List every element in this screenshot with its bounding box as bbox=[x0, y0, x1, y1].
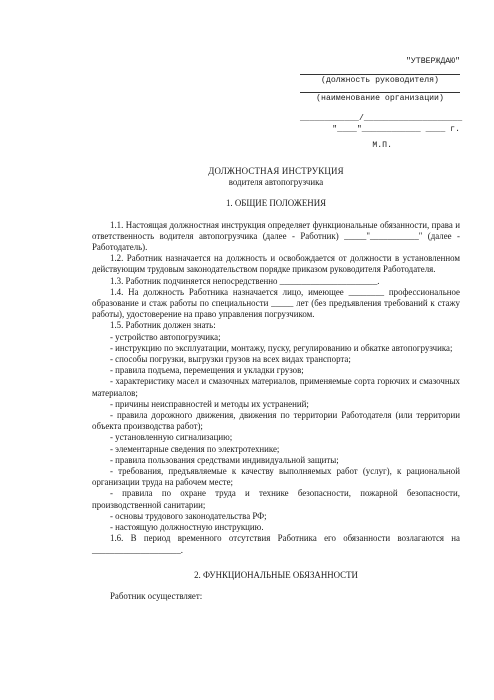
list-item: - правила подъема, перемещения и укладки грузов; bbox=[110, 365, 304, 376]
document-title: ДОЛЖНОСТНАЯ ИНСТРУКЦИЯ bbox=[208, 166, 344, 176]
date-line: "____"____________ ____ г. bbox=[332, 125, 460, 134]
paragraph-1-5: 1.5. Работник должен знать: bbox=[110, 320, 216, 331]
list-item: - способы погрузки, выгрузки грузов на всех видах транспорта; bbox=[110, 354, 351, 365]
list-item: - правила пользования средствами индивидуальной защиты; bbox=[110, 454, 339, 465]
list-item: - инструкцию по эксплуатации, монтажу, пуску, регулированию и обкатке автопогрузчика; bbox=[110, 342, 453, 353]
paragraph-1-3: 1.3. Работник подчиняется непосредственно ______________________. bbox=[110, 275, 380, 286]
position-caption: (должность руководителя) bbox=[321, 75, 439, 85]
list-item: - основы трудового законодательства РФ; bbox=[110, 510, 267, 521]
document-subtitle: водителя автопогрузчика bbox=[228, 177, 324, 188]
list-item: - требования, предъявляемые к качеству выполняемых работ (услуг), к рациональной организации труда на рабочем месте; bbox=[92, 466, 460, 488]
list-item: - причины неисправностей и методы их устранений; bbox=[110, 398, 309, 409]
paragraph-1-2: 1.2. Работник назначается на должность и освобождается от должности в установленном действующим трудовым законодательством порядке приказом руководителя Работодателя. bbox=[92, 253, 460, 275]
stamp-mark: М.П. bbox=[372, 140, 392, 150]
paragraph-1-1: 1.1. Настоящая должностная инструкция определяет функциональные обязанности, права и ответственность водителя автопогрузчика (далее - Работник) _____"___________" (далее - Работодатель). bbox=[92, 219, 460, 253]
paragraph-1-4: 1.4. На должность Работника назначается лицо, имеющее ________ профессиональное образование и стаж работы по специальности _____ лет (без предъявления требований к стажу работы), удостоверение на право управления погрузчиком. bbox=[92, 286, 460, 320]
list-item: - установленную сигнализацию; bbox=[110, 432, 233, 443]
signature-line: ____________/____________________ bbox=[300, 113, 463, 123]
approve-heading: "УТВЕРЖДАЮ" bbox=[405, 57, 460, 66]
section-heading-2: 2. ФУНКЦИОНАЛЬНЫЕ ОБЯЗАННОСТИ bbox=[194, 569, 358, 580]
paragraph-1-6: 1.6. В период временного отсутствия Работника его обязанности возлагаются на ____________________. bbox=[92, 533, 460, 555]
list-item: - правила по охране труда и технике безопасности, пожарной безопасности, производственной санитарии; bbox=[92, 488, 460, 510]
list-item: - устройство автопогрузчика; bbox=[110, 331, 221, 342]
section-heading-1: 1. ОБЩИЕ ПОЛОЖЕНИЯ bbox=[225, 198, 327, 209]
list-item: - элементарные сведения по электротехнике; bbox=[110, 443, 280, 454]
list-item: - настоящую должностную инструкцию. bbox=[110, 522, 264, 533]
document-body bbox=[92, 166, 460, 602]
paragraph-2-intro: Работник осуществляет: bbox=[110, 590, 203, 601]
org-caption: (наименование организации) bbox=[316, 94, 444, 103]
approval-block bbox=[300, 56, 463, 151]
list-item: - характеристику масел и смазочных материалов, применяемые сорта горючих и смазочных материалов; bbox=[92, 376, 460, 398]
list-item: - правила дорожного движения, движения по территории Работодателя (или территории объекта производства работ); bbox=[92, 410, 460, 432]
